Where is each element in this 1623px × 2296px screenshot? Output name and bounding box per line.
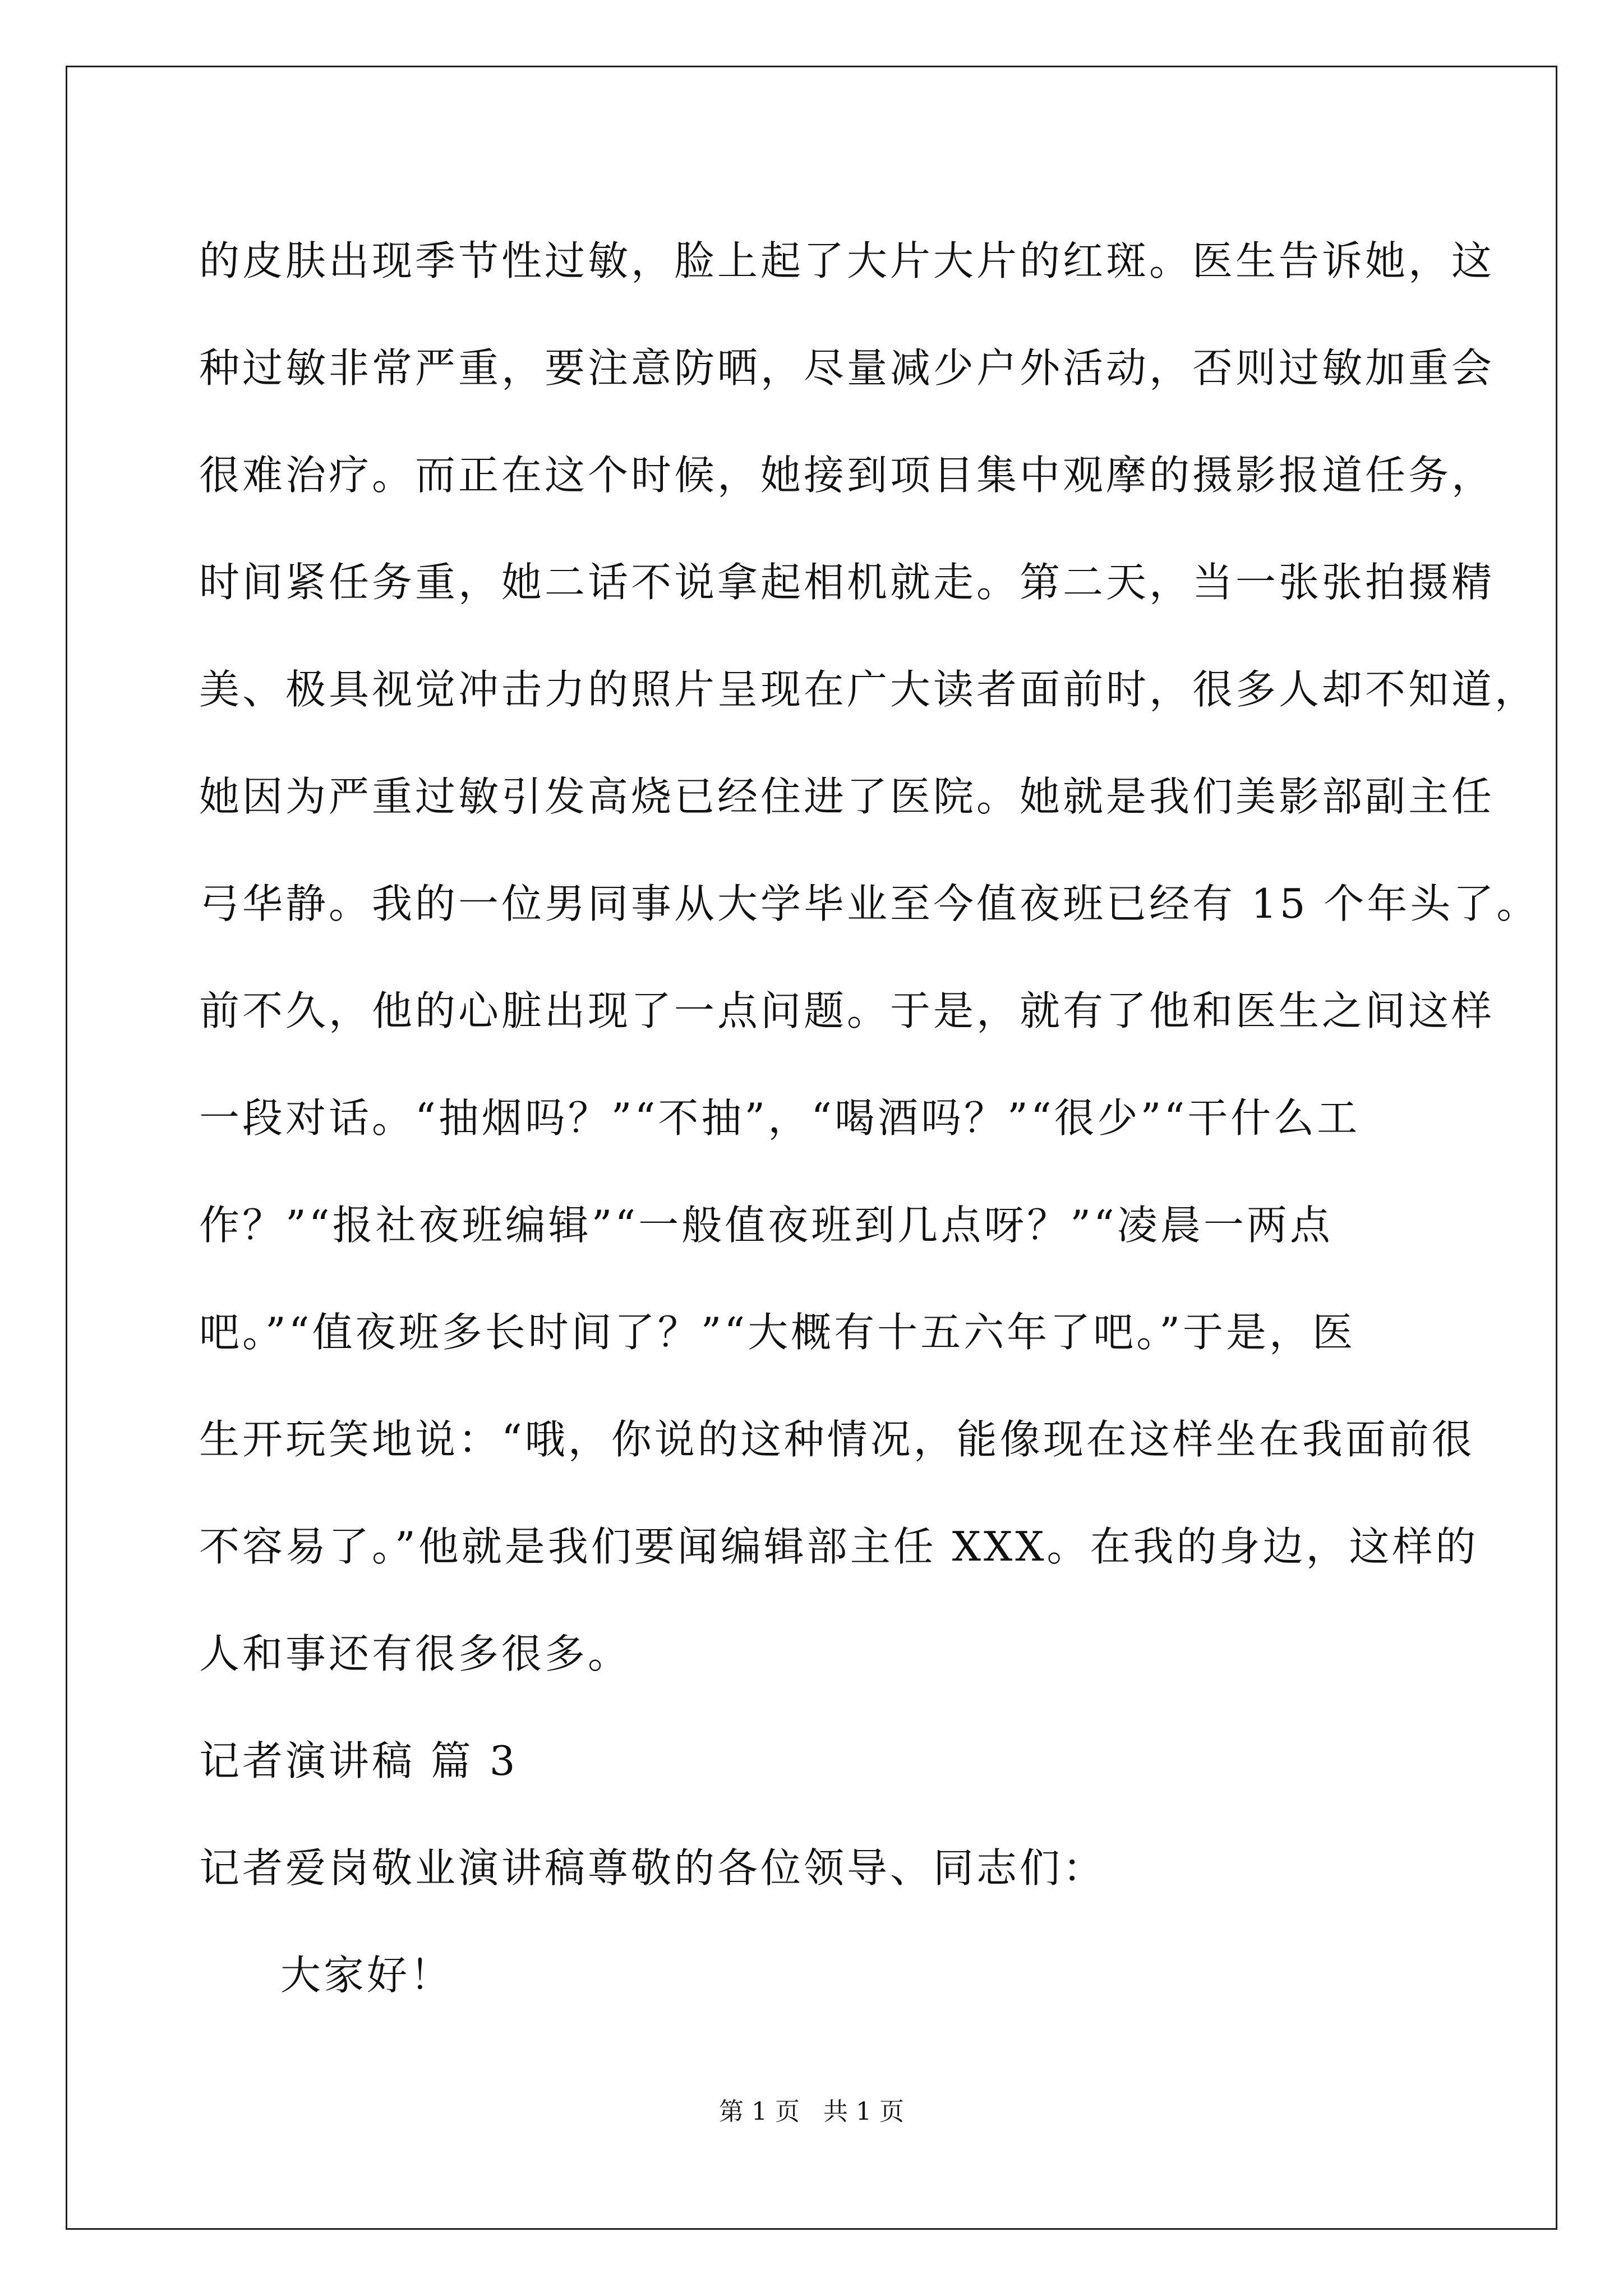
paragraph-line: 人和事还有很多很多。 — [199, 1630, 631, 1677]
paragraph-line: 她因为严重过敏引发高烧已经住进了医院。她就是我们美影部副主任 — [199, 773, 1495, 820]
paragraph-line: 作？”“报社夜班编辑”“一般值夜班到几点呀？”“凌晨一两点 — [199, 1202, 1333, 1249]
paragraph-line: 种过敏非常严重，要注意防晒，尽量减少户外活动，否则过敏加重会 — [199, 344, 1495, 392]
section-title: 记者演讲稿 篇 3 — [199, 1737, 518, 1784]
document-body — [199, 208, 1540, 2029]
speech-heading: 记者爱岗敬业演讲稿尊敬的各位领导、同志们： — [199, 1844, 1106, 1892]
paragraph-line: 弓华静。我的一位男同事从大学毕业至今值夜班已经有 15 个年头了。 — [199, 880, 1540, 927]
paragraph-line: 的皮肤出现季节性过敏，脸上起了大片大片的红斑。医生告诉她，这 — [199, 237, 1495, 284]
paragraph-line: 一段对话。“抽烟吗？”“不抽”，“喝酒吗？”“很少”“干什么工 — [199, 1094, 1361, 1142]
paragraph-line: 生开玩笑地说：“哦，你说的这种情况，能像现在这样坐在我面前很 — [199, 1416, 1475, 1463]
paragraph-line: 美、极具视觉冲击力的照片呈现在广大读者面前时，很多人却不知道， — [199, 666, 1538, 713]
paragraph-line: 不容易了。”他就是我们要闻编辑部主任 XXX。在我的身边，这样的 — [199, 1523, 1479, 1570]
paragraph-line: 时间紧任务重，她二话不说拿起相机就走。第二天，当一张张拍摄精 — [199, 559, 1495, 606]
page-footer: 第 1 页 共 1 页 — [719, 2097, 904, 2126]
greeting: 大家好！ — [280, 1952, 454, 1999]
paragraph-line: 很难治疗。而正在这个时候，她接到项目集中观摩的摄影报道任务， — [199, 452, 1495, 499]
paragraph-line: 前不久，他的心脏出现了一点问题。于是，就有了他和医生之间这样 — [199, 987, 1495, 1034]
paragraph-line: 吧。”“值夜班多长时间了？”“大概有十五六年了吧。”于是，医 — [199, 1309, 1356, 1356]
